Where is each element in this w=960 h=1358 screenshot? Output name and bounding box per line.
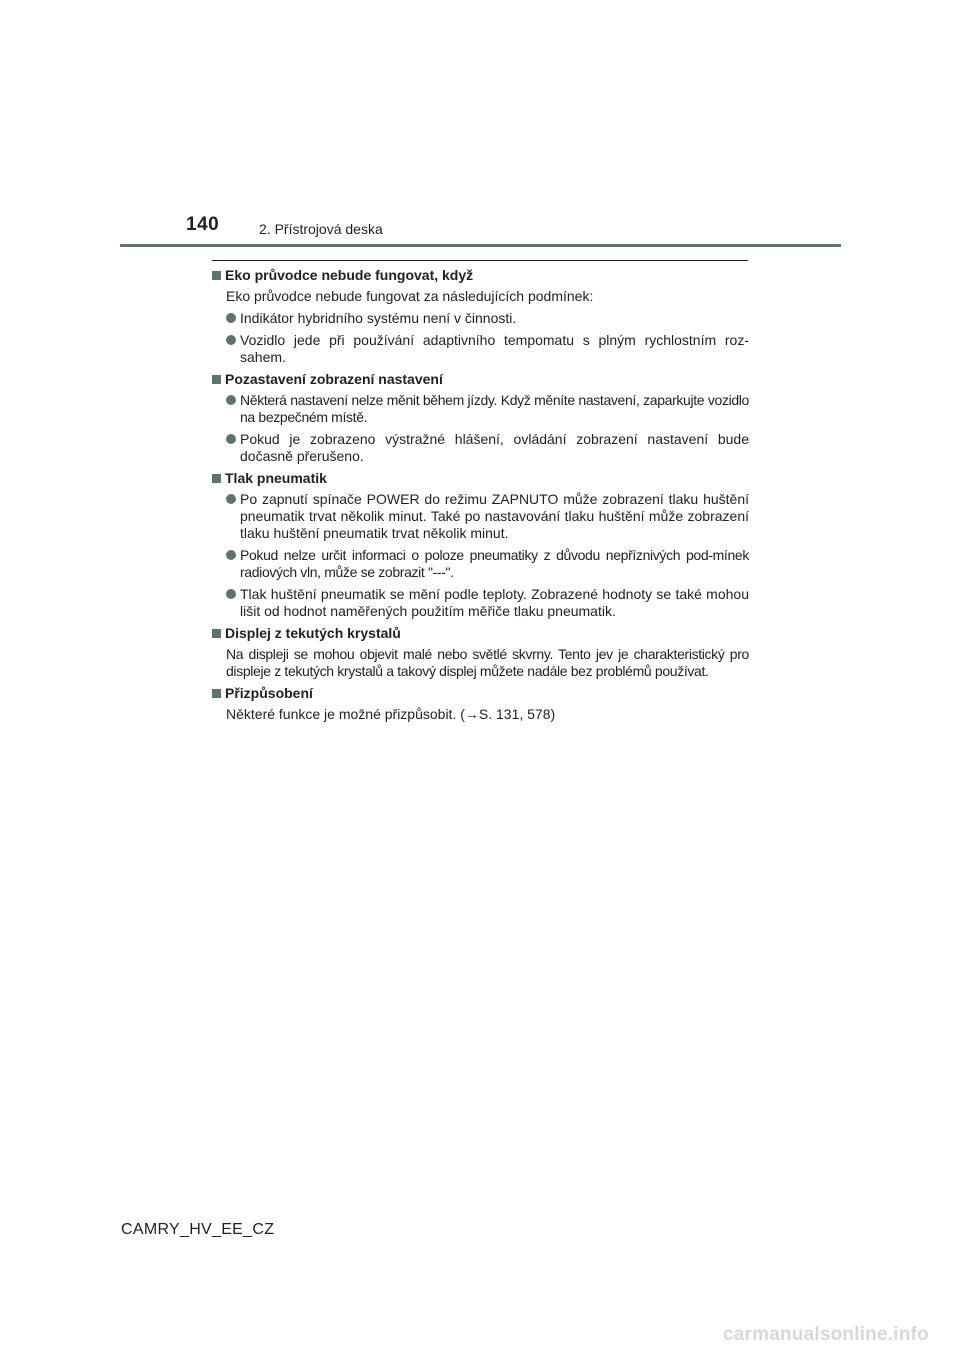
section-settings-pause — [212, 371, 749, 465]
circle-bullet-icon — [226, 494, 236, 504]
section-paragraph: Na displeji se mohou objevit malé nebo světlé skvrny. Tento jev je charakteristický pro displeje z tekutých krystalů a takový displej můžete nadále bez problémů používat. — [226, 646, 749, 679]
section-title: 2. Přístrojová deska — [259, 221, 383, 237]
circle-bullet-icon — [226, 550, 236, 560]
footer-document-code: CAMRY_HV_EE_CZ — [121, 1221, 275, 1238]
bullet-item — [226, 431, 749, 465]
section-eco-guide — [212, 267, 749, 366]
watermark: carmanualsonline.info — [723, 1324, 929, 1345]
section-paragraph: Eko průvodce nebude fungovat za následujících podmínek: — [226, 288, 594, 304]
square-bullet-icon — [212, 474, 221, 483]
section-heading — [212, 685, 749, 702]
square-bullet-icon — [212, 629, 221, 638]
bullet-text: Tlak huštění pneumatik se mění podle teploty. Zobrazené hodnoty se také mohou lišit od hodnot naměřených použitím měřiče tlaku pneumatik. — [240, 586, 749, 619]
bullet-item — [226, 310, 749, 327]
square-bullet-icon — [212, 375, 221, 384]
circle-bullet-icon — [226, 434, 236, 444]
square-bullet-icon — [212, 689, 221, 698]
heading-text: Pozastavení zobrazení nastavení — [225, 371, 443, 387]
content-divider — [212, 260, 748, 261]
heading-text: Displej z tekutých krystalů — [225, 625, 401, 641]
bullet-text: Vozidlo jede při používání adaptivního tempomatu s plným rychlostním roz-sahem. — [240, 332, 749, 365]
section-heading — [212, 267, 749, 284]
circle-bullet-icon — [226, 313, 236, 323]
circle-bullet-icon — [226, 395, 236, 405]
circle-bullet-icon — [226, 589, 236, 599]
section-heading — [212, 371, 749, 388]
heading-text: Přizpůsobení — [225, 685, 313, 701]
square-bullet-icon — [212, 271, 221, 280]
section-heading — [212, 470, 749, 487]
header-rule — [120, 244, 841, 247]
section-tire-pressure — [212, 470, 749, 620]
bullet-text: Pokud je zobrazeno výstražné hlášení, ovládání zobrazení nastavení bude dočasně přerušeno. — [240, 431, 749, 464]
bullet-text: Po zapnutí spínače POWER do režimu ZAPNUTO může zobrazení tlaku huštění pneumatik trvat několik minut. Také po nastavování tlaku huštění může zobrazení tlaku huštění pneumatik trvat několik minut. — [240, 491, 749, 541]
bullet-item — [226, 392, 749, 426]
section-paragraph: Některé funkce je možné přizpůsobit. (→S. 131, 578) — [226, 706, 556, 722]
section-lcd-display — [212, 625, 749, 680]
section-heading — [212, 625, 749, 642]
bullet-item — [226, 547, 749, 581]
bullet-text: Některá nastavení nelze měnit během jízdy. Když měníte nastavení, zaparkujte vozidlo na bezpečném místě. — [240, 392, 749, 425]
bullet-text: Indikátor hybridního systému není v činnosti. — [240, 310, 517, 326]
heading-text: Eko průvodce nebude fungovat, když — [225, 267, 474, 283]
bullet-item — [226, 491, 749, 542]
circle-bullet-icon — [226, 335, 236, 345]
bullet-text: Pokud nelze určit informaci o poloze pneumatiky z důvodu nepříznivých pod-mínek radiových vln, může se zobrazit "---". — [240, 547, 749, 580]
bullet-item — [226, 332, 749, 366]
page-number: 140 — [186, 214, 220, 235]
content-body — [212, 267, 749, 728]
heading-text: Tlak pneumatik — [225, 470, 327, 486]
section-customization — [212, 685, 749, 723]
bullet-item — [226, 586, 749, 620]
